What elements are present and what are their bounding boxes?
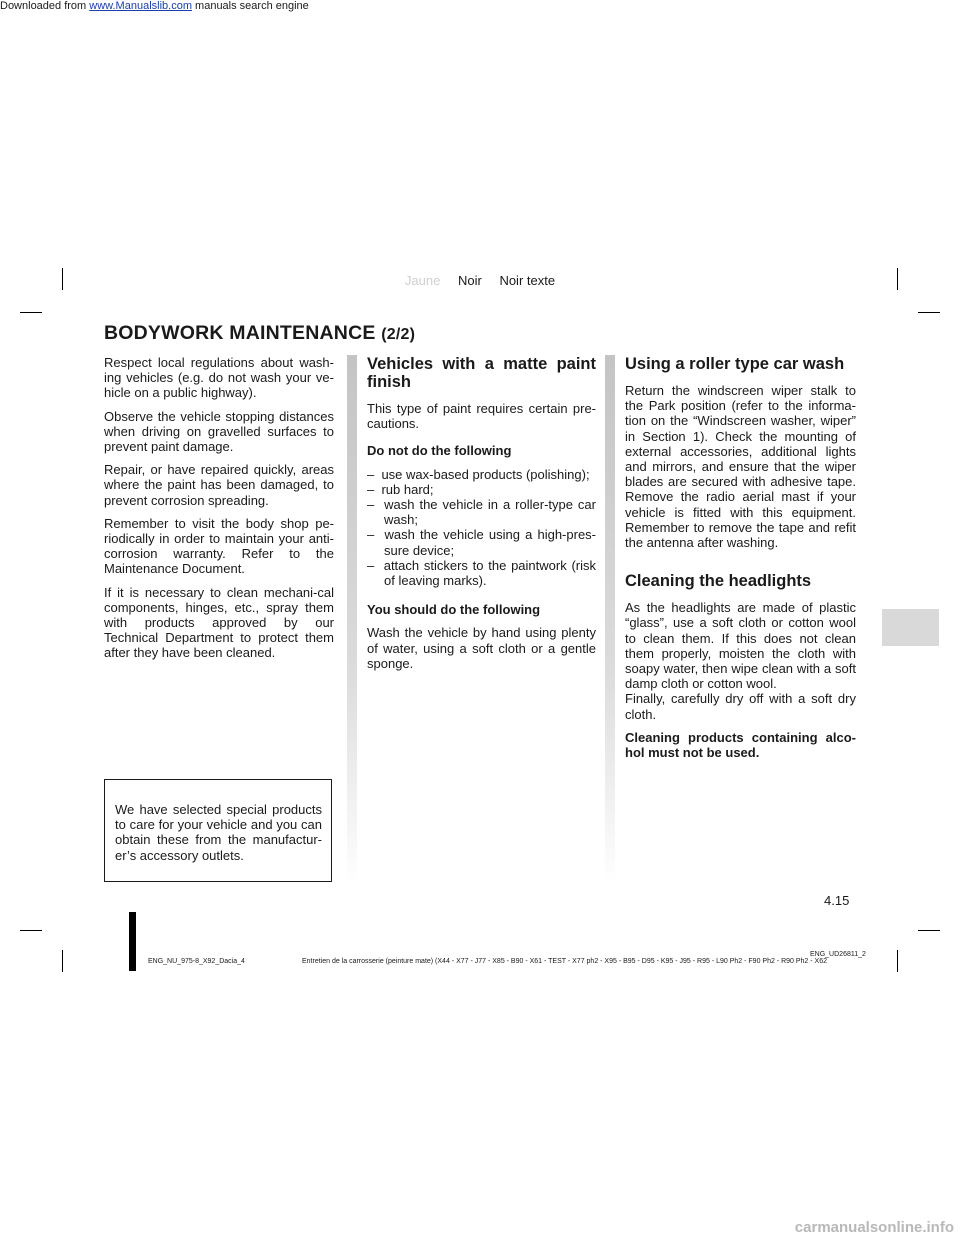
page-number: 4.15 [824,893,850,908]
products-note-box [104,779,332,882]
page-title [104,322,415,345]
paragraph: Observe the vehicle stopping distances when driving on gravelled surfaces to prevent paint damage. [104,408,334,455]
paragraph: Repair, or have repaired quickly, areas where the paint has been damaged, to prevent corrosion spreading. [104,462,334,508]
page-title-suffix: (2/2) [381,326,416,343]
matte-intro: This type of paint requires certain pre-cautions. [367,401,596,432]
paragraph: Respect local regulations about wash-ing vehicles (e.g. do not wash your ve-hicle on a public highway). [104,355,334,401]
download-banner [0,0,309,12]
color-label-noir: Noir [457,273,482,288]
list-item: – rub hard; [367,481,434,497]
crop-mark [62,950,63,972]
paragraph: Remember to visit the body shop pe-riodically in order to maintain your anti-corrosion warranty. Refer to the Maintenance Document. [104,515,334,577]
crop-mark [20,930,42,931]
do-text: Wash the vehicle by hand using plenty of water, using a soft cloth or a gentle sponge. [367,625,596,671]
dont-list [367,467,596,589]
color-registration-bar [0,273,960,288]
column-separator [347,355,357,885]
site-watermark: carmanualsonline.info [794,1219,954,1236]
crop-mark [897,950,898,972]
footer-description: Entretien de la carrosserie (peinture mate) (X44 - X77 - J77 - X85 - B90 - X61 - TEST - X77 ph2 - X95 - B95 - D95 - K95 - J95 - R95 - L90 Ph2 - F90 Ph2 - R90 Ph2 - X62 [302,958,827,965]
manualslib-link[interactable]: www.Manualslib.com [89,0,192,12]
crop-mark [918,312,940,313]
list-item: – use wax-based products (polishing); [367,466,590,482]
list-item: – attach stickers to the paintwork (risk of leaving marks). [367,557,596,589]
column-matte-paint [367,355,596,679]
section-heading-matte-paint: Vehicles with a matte paint finish [367,355,596,391]
dont-heading: Do not do the following [367,443,512,459]
page-title-text: BODYWORK MAINTENANCE [104,322,376,344]
banner-prefix: Downloaded from [0,0,90,12]
alcohol-warning: Cleaning products containing alco-hol must not be used. [625,729,856,761]
do-heading: You should do the following [367,602,541,618]
list-item: – wash the vehicle in a roller-type car wash; [367,497,596,528]
crop-mark [20,312,42,313]
footer-left-code: ENG_NU_975-8_X92_Dacia_4 [148,958,245,965]
list-item: – wash the vehicle using a high-pres-sure device; [367,527,596,558]
section-tab-marker [882,609,939,646]
section-heading-roller-car-wash: Using a roller type car wash [625,355,845,373]
column-separator [605,355,615,885]
color-label-noir-texte: Noir texte [499,273,556,288]
column-car-wash-headlights [625,355,856,768]
black-margin-bar [129,912,136,971]
column-general-advice [104,355,334,669]
crop-mark [918,930,940,931]
roller-car-wash-text: Return the windscreen wiper stalk to the Park position (refer to the informa-tion on the “Windscreen washer, wiper” in Section 1). Check the mounting of external accessories, additional lights and mirrors, and ensure that the wiper blades are secured with adhesive tape. Remove the radio aerial mast if your vehicle is fitted with this equipment. Remember to remove the tape and refit the antenna after washing. [625,383,856,551]
headlights-text: As the headlights are made of plastic “glass”, use a soft cloth or cotton wool to clean them. If this does not clean them properly, moisten the cloth with soapy water, then wipe clean with a soft damp cloth or cotton wool. [625,600,856,692]
footer-ref-code: ENG_UD26811_2 [810,951,866,958]
banner-suffix: manuals search engine [191,0,309,12]
products-note-text: We have selected special products to care for your vehicle and you can obtain these from the manufactur-er’s accessory outlets. [115,802,322,863]
section-heading-headlights: Cleaning the headlights [625,572,812,591]
headlights-text-final: Finally, carefully dry off with a soft dry cloth. [625,691,856,722]
color-label-jaune: Jaune [404,273,441,288]
paragraph: If it is necessary to clean mechani-cal components, hinges, etc., spray them with products approved by our Technical Department to protect them after they have been cleaned. [104,584,334,661]
